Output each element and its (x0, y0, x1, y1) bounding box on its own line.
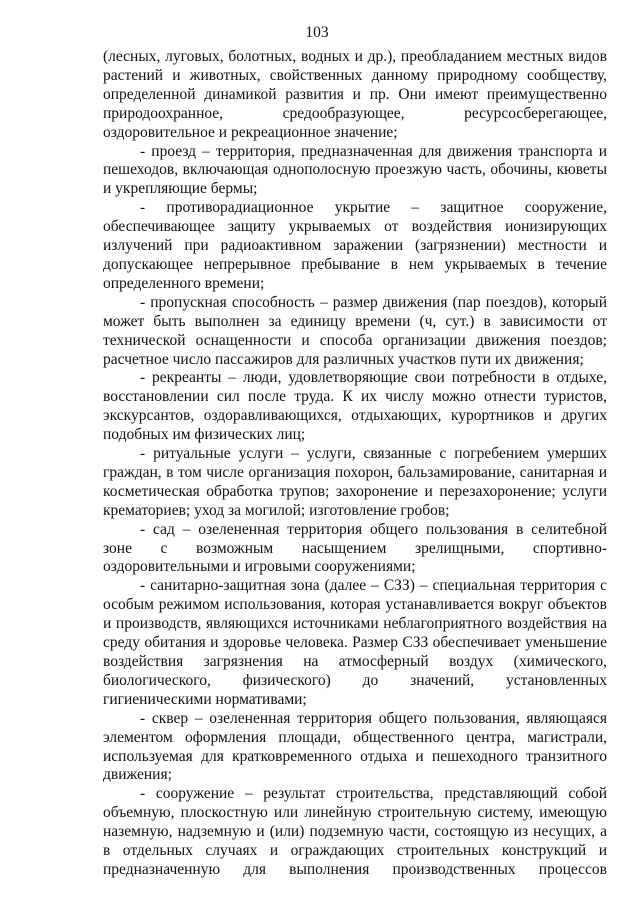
definition-propusknaya-sposobnost: - пропускная способность – размер движения (пар поездов), который может быть выполнен за единицу времени (ч, сут.) в зависимости от технической оснащенности и способа организации движения поездов; расчетное число пассажиров для различных участков пути их движения; (103, 293, 607, 368)
page-number: 103 (305, 24, 329, 41)
definition-protivoradiatsionnoe-ukrytie: - противорадиационное укрытие – защитное сооружение, обеспечивающее защиту укрываемых от воздействия ионизирующих излучений при радиоактивном заражении (загрязнении) местности и допускающее непрерывное пребывание в нем укрываемых в течение определенного времени; (103, 199, 607, 292)
paragraph-continuation: (лесных, луговых, болотных, водных и др.), преобладанием местных видов растений и животных, свойственных данному природному сообществу, определенной динамикой развития и пр. Они имеют преимущественно природоохранное, средообразующее, ресурсосберегающее, оздоровительное и рекреационное значение; (103, 48, 607, 141)
definition-sooruzhenie: - сооружение – результат строительства, представляющий собой объемную, плоскостную или линейную строительную систему, имеющую наземную, надземную и (или) подземную части, состоящую из несущих, а в отдельных случаях и ограждающих строительных конструкций и предназначенную для выполнения производственных процессов (103, 785, 607, 878)
document-body (103, 48, 607, 880)
definition-skver: - сквер – озелененная территория общего пользования, являющаяся элементом оформления площади, общественного центра, магистрали, используемая для кратковременного отдыха и пешеходного транзитного движения; (103, 709, 607, 784)
definition-ritualnye-uslugi: - ритуальные услуги – услуги, связанные с погребением умерших граждан, в том числе организация похорон, бальзамирование, санитарная и косметическая обработка трупов; захоронение и перезахоронение; услуги крематориев; уход за могилой; изготовление гробов; (103, 445, 607, 519)
definition-proezd: - проезд – территория, предназначенная для движения транспорта и пешеходов, включающая однополосную проезжую часть, обочины, кюветы и укрепляющие бермы; (103, 142, 607, 198)
definition-rekreanty: - рекреанты – люди, удовлетворяющие свои потребности в отдыхе, восстановлении сил после труда. К их числу можно отнести туристов, экскурсантов, оздоравливающихся, отдыхающих, курортников и других подобных им физических лиц; (103, 369, 607, 444)
definition-sanitarno-zashchitnaya-zona: - санитарно-защитная зона (далее – СЗЗ) – специальная территория с особым режимом использования, которая устанавливается вокруг объектов и производств, являющихся источниками неблагоприятного воздействия на среду обитания и здоровье человека. Размер СЗЗ обеспечивает уменьшение воздействия загрязнения на атмосферный воздух (химического, биологического, физического) до значений, установленных гигиеническими нормативами; (103, 577, 607, 708)
definition-sad: - сад – озелененная территория общего пользования в селитебной зоне с возможным насыщением зрелищными, спортивно-оздоровительными и игровыми сооружениями; (103, 520, 607, 576)
